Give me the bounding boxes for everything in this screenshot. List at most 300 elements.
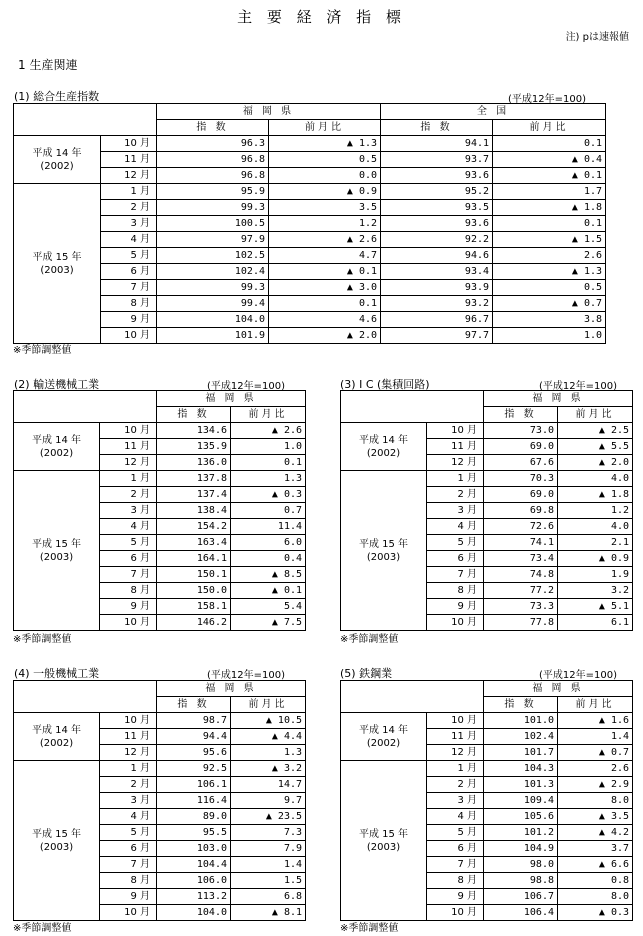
header-mom: 前月比 [558,697,633,713]
mom-cell: ▲ 1.8 [558,487,633,503]
preliminary-note: 注) pは速報値 [565,32,629,43]
table-general-machinery [13,680,306,921]
header-fukuoka: 福 岡 県 [484,391,633,407]
month-label: 10 月 [100,905,157,921]
mom-cell: 14.7 [231,777,306,793]
month-label: 3 月 [101,216,157,232]
table4-title: (4) 一般機械工業 [14,667,100,680]
month-label: 2 月 [427,777,484,793]
year-label-western: (2002) [40,160,74,172]
fukuoka-mom-cell: ▲ 2.6 [269,232,381,248]
header-blank [341,391,484,423]
mom-cell: 1.4 [231,857,306,873]
year-label-western: (2002) [39,447,74,459]
index-cell: 95.6 [157,745,231,761]
year-label [14,184,101,344]
month-label: 10 月 [427,713,484,729]
table-row [14,216,606,232]
mom-cell: 3.7 [558,841,633,857]
year-label [14,136,101,184]
fukuoka-mom-cell: ▲ 2.0 [269,328,381,344]
mom-cell: 4.0 [558,519,633,535]
table-row [14,312,606,328]
fukuoka-mom-cell: 3.5 [269,200,381,216]
month-label: 7 月 [427,857,484,873]
index-cell: 164.1 [157,551,231,567]
month-label: 2 月 [427,487,484,503]
month-label: 10 月 [101,328,157,344]
mom-cell: 8.0 [558,793,633,809]
year-label-text: 平成 14 年 [31,434,82,446]
month-label: 1 月 [427,471,484,487]
month-label: 6 月 [100,841,157,857]
month-label: 9 月 [101,312,157,328]
index-cell: 102.4 [484,729,558,745]
month-label: 7 月 [101,280,157,296]
index-cell: 77.8 [484,615,558,631]
table-row [14,152,606,168]
national-index-cell: 93.6 [381,168,493,184]
table5-footnote: ※季節調整値 [340,923,399,934]
mom-cell: ▲ 5.1 [558,599,633,615]
national-mom-cell: 0.5 [493,280,606,296]
month-label: 6 月 [427,841,484,857]
index-cell: 136.0 [157,455,231,471]
mom-cell: ▲ 3.5 [558,809,633,825]
table2-unit: (平成12年=100) [207,381,285,392]
month-label: 11 月 [427,439,484,455]
mom-cell: 6.1 [558,615,633,631]
fukuoka-mom-cell: ▲ 0.9 [269,184,381,200]
table-row [14,168,606,184]
month-label: 12 月 [100,455,157,471]
month-label: 9 月 [427,889,484,905]
mom-cell: 1.3 [231,471,306,487]
month-label: 11 月 [100,729,157,745]
national-index-cell: 94.6 [381,248,493,264]
month-label: 8 月 [100,873,157,889]
table-row [14,713,306,729]
month-label: 2 月 [100,777,157,793]
month-label: 8 月 [427,583,484,599]
header-index: 指 数 [484,407,558,423]
month-label: 12 月 [101,168,157,184]
fukuoka-index-cell: 95.9 [157,184,269,200]
mom-cell: ▲ 4.2 [558,825,633,841]
index-cell: 101.7 [484,745,558,761]
year-label-western: (2003) [39,841,74,853]
fukuoka-index-cell: 99.3 [157,200,269,216]
header-index: 指 数 [157,407,231,423]
year-label-western: (2003) [39,551,74,563]
table-total-production-index [13,103,606,344]
mom-cell: ▲ 10.5 [231,713,306,729]
national-index-cell: 92.2 [381,232,493,248]
header-fukuoka: 福 岡 県 [484,681,633,697]
index-cell: 77.2 [484,583,558,599]
fukuoka-mom-cell: 1.2 [269,216,381,232]
table-row [14,136,606,152]
table2-title: (2) 輸送機械工業 [14,378,100,391]
page-title: 主 要 経 済 指 標 [237,8,406,26]
table3-unit: (平成12年=100) [539,381,617,392]
mom-cell: 2.6 [558,761,633,777]
year-label-text: 平成 15 年 [31,538,82,550]
index-cell: 106.7 [484,889,558,905]
fukuoka-mom-cell: 0.0 [269,168,381,184]
mom-cell: 4.0 [558,471,633,487]
national-index-cell: 97.7 [381,328,493,344]
national-mom-cell: ▲ 1.3 [493,264,606,280]
fukuoka-index-cell: 96.8 [157,152,269,168]
table-row [14,328,606,344]
mom-cell: ▲ 0.3 [231,487,306,503]
month-label: 5 月 [101,248,157,264]
year-label-western: (2002) [366,737,401,749]
month-label: 3 月 [427,793,484,809]
mom-cell: ▲ 7.5 [231,615,306,631]
index-cell: 134.6 [157,423,231,439]
index-cell: 69.8 [484,503,558,519]
month-label: 7 月 [427,567,484,583]
month-label: 12 月 [427,455,484,471]
month-label: 5 月 [100,535,157,551]
month-label: 11 月 [101,152,157,168]
national-index-cell: 93.7 [381,152,493,168]
month-label: 4 月 [101,232,157,248]
year-label [14,471,100,631]
index-cell: 104.0 [157,905,231,921]
month-label: 6 月 [101,264,157,280]
national-index-cell: 93.6 [381,216,493,232]
index-cell: 163.4 [157,535,231,551]
month-label: 10 月 [427,615,484,631]
mom-cell: ▲ 0.3 [558,905,633,921]
national-mom-cell: 3.8 [493,312,606,328]
month-label: 10 月 [427,905,484,921]
mom-cell: ▲ 8.1 [231,905,306,921]
index-cell: 105.6 [484,809,558,825]
table1-unit: (平成12年=100) [508,94,586,105]
header-mom: 前月比 [231,697,306,713]
header-national: 全 国 [381,104,606,120]
year-label [341,761,427,921]
month-label: 2 月 [101,200,157,216]
year-label [341,471,427,631]
index-cell: 154.2 [157,519,231,535]
year-label-text: 平成 14 年 [31,724,82,736]
fukuoka-index-cell: 96.3 [157,136,269,152]
index-cell: 69.0 [484,487,558,503]
month-label: 1 月 [100,761,157,777]
national-mom-cell: 0.1 [493,216,606,232]
index-cell: 135.9 [157,439,231,455]
mom-cell: ▲ 5.5 [558,439,633,455]
index-cell: 73.0 [484,423,558,439]
index-cell: 98.0 [484,857,558,873]
month-label: 1 月 [101,184,157,200]
mom-cell: 6.8 [231,889,306,905]
index-cell: 138.4 [157,503,231,519]
month-label: 2 月 [100,487,157,503]
national-mom-cell: ▲ 0.4 [493,152,606,168]
national-index-cell: 96.7 [381,312,493,328]
month-label: 8 月 [101,296,157,312]
index-cell: 74.8 [484,567,558,583]
national-index-cell: 94.1 [381,136,493,152]
index-cell: 104.9 [484,841,558,857]
table-steel-industry [340,680,633,921]
table-integrated-circuits [340,390,633,631]
index-cell: 103.0 [157,841,231,857]
national-mom-cell: ▲ 1.5 [493,232,606,248]
table-row [14,200,606,216]
mom-cell: ▲ 2.6 [231,423,306,439]
month-label: 5 月 [427,825,484,841]
month-label: 10 月 [101,136,157,152]
table2-footnote: ※季節調整値 [13,634,72,645]
fukuoka-mom-cell: ▲ 3.0 [269,280,381,296]
header-mom: 前月比 [269,120,381,136]
mom-cell: 1.5 [231,873,306,889]
header-index: 指 数 [157,120,269,136]
index-cell: 150.0 [157,583,231,599]
mom-cell: 1.9 [558,567,633,583]
national-index-cell: 93.2 [381,296,493,312]
index-cell: 137.8 [157,471,231,487]
index-cell: 116.4 [157,793,231,809]
year-label [14,761,100,921]
national-mom-cell: ▲ 0.7 [493,296,606,312]
year-label [14,713,100,761]
month-label: 12 月 [100,745,157,761]
index-cell: 73.3 [484,599,558,615]
table-row [14,264,606,280]
month-label: 7 月 [100,857,157,873]
year-label-western: (2002) [39,737,74,749]
month-label: 11 月 [427,729,484,745]
year-label [341,423,427,471]
month-label: 10 月 [427,423,484,439]
year-label [341,713,427,761]
month-label: 6 月 [427,551,484,567]
mom-cell: ▲ 23.5 [231,809,306,825]
year-label-text: 平成 14 年 [32,147,82,159]
national-mom-cell: 1.7 [493,184,606,200]
mom-cell: 11.4 [231,519,306,535]
mom-cell: ▲ 0.9 [558,551,633,567]
table-row [14,232,606,248]
index-cell: 109.4 [484,793,558,809]
year-label-text: 平成 14 年 [358,434,409,446]
mom-cell: ▲ 2.5 [558,423,633,439]
year-label-western: (2003) [366,841,401,853]
month-label: 8 月 [427,873,484,889]
mom-cell: 1.4 [558,729,633,745]
national-index-cell: 93.9 [381,280,493,296]
month-label: 10 月 [100,423,157,439]
national-mom-cell: 0.1 [493,136,606,152]
year-label-text: 平成 15 年 [358,828,409,840]
index-cell: 98.7 [157,713,231,729]
index-cell: 101.0 [484,713,558,729]
table-row [341,713,633,729]
month-label: 5 月 [100,825,157,841]
table-row [341,423,633,439]
index-cell: 69.0 [484,439,558,455]
index-cell: 98.8 [484,873,558,889]
mom-cell: ▲ 3.2 [231,761,306,777]
header-blank [14,391,157,423]
mom-cell: 1.3 [231,745,306,761]
index-cell: 106.4 [484,905,558,921]
header-index: 指 数 [381,120,493,136]
mom-cell: ▲ 6.6 [558,857,633,873]
index-cell: 104.3 [484,761,558,777]
fukuoka-index-cell: 104.0 [157,312,269,328]
index-cell: 94.4 [157,729,231,745]
table3-title: (3) I C (集積回路) [340,378,430,391]
header-index: 指 数 [484,697,558,713]
fukuoka-index-cell: 102.4 [157,264,269,280]
mom-cell: 1.0 [231,439,306,455]
national-index-cell: 93.4 [381,264,493,280]
mom-cell: 3.2 [558,583,633,599]
month-label: 4 月 [427,809,484,825]
index-cell: 106.1 [157,777,231,793]
year-label-western: (2002) [366,447,401,459]
table-row [14,423,306,439]
national-mom-cell: 2.6 [493,248,606,264]
month-label: 7 月 [100,567,157,583]
table1-footnote: ※季節調整値 [13,345,72,356]
mom-cell: 0.8 [558,873,633,889]
fukuoka-index-cell: 97.9 [157,232,269,248]
section-heading: 1 生産関連 [18,58,78,72]
table-row [14,248,606,264]
table-row [341,761,633,777]
index-cell: 73.4 [484,551,558,567]
table3-footnote: ※季節調整値 [340,634,399,645]
month-label: 12 月 [427,745,484,761]
fukuoka-mom-cell: 4.6 [269,312,381,328]
header-blank [14,104,157,136]
mom-cell: 0.4 [231,551,306,567]
mom-cell: 0.1 [231,455,306,471]
mom-cell: 7.3 [231,825,306,841]
table-row [14,761,306,777]
month-label: 4 月 [100,809,157,825]
index-cell: 89.0 [157,809,231,825]
table-row [14,184,606,200]
table-row [14,280,606,296]
header-mom: 前月比 [493,120,606,136]
mom-cell: 7.9 [231,841,306,857]
table-transport-machinery [13,390,306,631]
year-label-text: 平成 14 年 [358,724,409,736]
month-label: 9 月 [427,599,484,615]
national-mom-cell: ▲ 0.1 [493,168,606,184]
table5-unit: (平成12年=100) [539,670,617,681]
index-cell: 101.3 [484,777,558,793]
index-cell: 104.4 [157,857,231,873]
header-mom: 前月比 [231,407,306,423]
fukuoka-index-cell: 96.8 [157,168,269,184]
month-label: 4 月 [100,519,157,535]
table5-title: (5) 鉄鋼業 [340,667,393,680]
mom-cell: ▲ 8.5 [231,567,306,583]
index-cell: 106.0 [157,873,231,889]
mom-cell: 0.7 [231,503,306,519]
month-label: 3 月 [100,793,157,809]
header-blank [14,681,157,713]
fukuoka-index-cell: 102.5 [157,248,269,264]
index-cell: 70.3 [484,471,558,487]
mom-cell: 1.2 [558,503,633,519]
fukuoka-index-cell: 99.4 [157,296,269,312]
national-mom-cell: ▲ 1.8 [493,200,606,216]
header-blank [341,681,484,713]
mom-cell: 8.0 [558,889,633,905]
month-label: 1 月 [427,761,484,777]
year-label-western: (2003) [366,551,401,563]
table1-title: (1) 総合生産指数 [14,90,100,103]
fukuoka-index-cell: 99.3 [157,280,269,296]
table4-footnote: ※季節調整値 [13,923,72,934]
table-row [14,471,306,487]
index-cell: 113.2 [157,889,231,905]
national-mom-cell: 1.0 [493,328,606,344]
table-row [341,471,633,487]
fukuoka-mom-cell: 0.1 [269,296,381,312]
year-label-text: 平成 15 年 [358,538,409,550]
index-cell: 67.6 [484,455,558,471]
index-cell: 137.4 [157,487,231,503]
month-label: 10 月 [100,615,157,631]
year-label-text: 平成 15 年 [31,828,82,840]
month-label: 11 月 [100,439,157,455]
index-cell: 158.1 [157,599,231,615]
month-label: 5 月 [427,535,484,551]
fukuoka-mom-cell: 0.5 [269,152,381,168]
mom-cell: ▲ 0.1 [231,583,306,599]
index-cell: 101.2 [484,825,558,841]
month-label: 3 月 [100,503,157,519]
index-cell: 72.6 [484,519,558,535]
index-cell: 92.5 [157,761,231,777]
month-label: 4 月 [427,519,484,535]
fukuoka-index-cell: 101.9 [157,328,269,344]
national-index-cell: 95.2 [381,184,493,200]
month-label: 1 月 [100,471,157,487]
mom-cell: 9.7 [231,793,306,809]
index-cell: 146.2 [157,615,231,631]
fukuoka-mom-cell: 4.7 [269,248,381,264]
month-label: 3 月 [427,503,484,519]
month-label: 10 月 [100,713,157,729]
header-fukuoka: 福 岡 県 [157,681,306,697]
mom-cell: ▲ 2.0 [558,455,633,471]
index-cell: 150.1 [157,567,231,583]
mom-cell: ▲ 0.7 [558,745,633,761]
mom-cell: ▲ 2.9 [558,777,633,793]
index-cell: 74.1 [484,535,558,551]
mom-cell: 6.0 [231,535,306,551]
year-label-text: 平成 15 年 [32,251,82,263]
header-mom: 前月比 [558,407,633,423]
month-label: 9 月 [100,599,157,615]
month-label: 8 月 [100,583,157,599]
